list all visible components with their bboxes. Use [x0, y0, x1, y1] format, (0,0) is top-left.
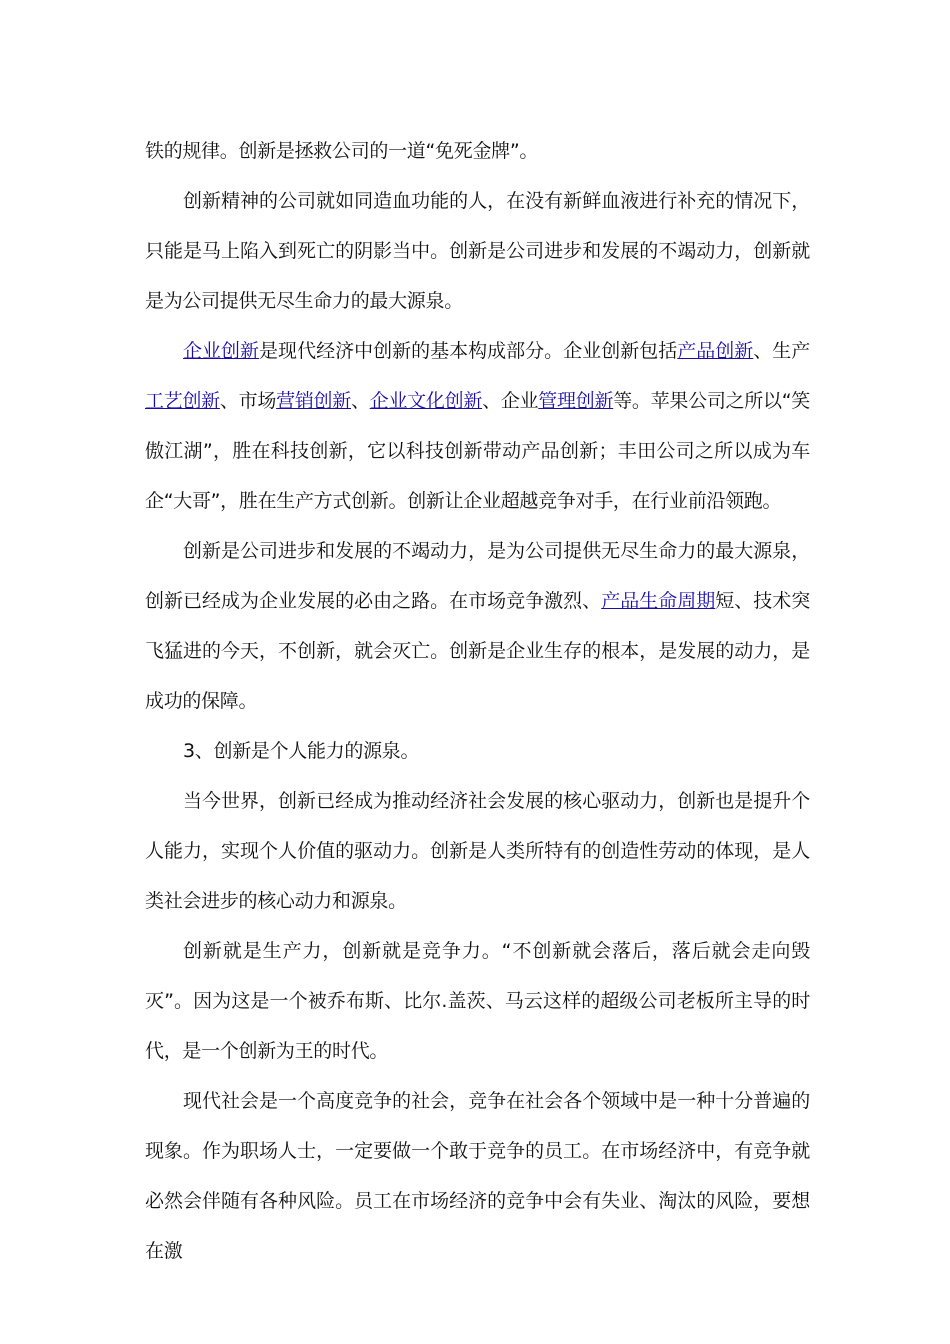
paragraph-7: 创新就是生产力，创新就是竞争力。“不创新就会落后，落后就会走向毁灭”。因为这是一个被乔布斯、比尔.盖茨、马云这样的超级公司老板所主导的时代，是一个创新为王的时代。 [145, 940, 810, 1062]
paragraph-4-text-2: 短、技术突飞猛进的今天，不创新，就会灭亡。创新是企业生存的根本，是发展的动力，是成功的保障。 [145, 590, 810, 712]
paragraph-3-text-6: 等。苹果公司之所以“笑傲江湖”，胜在科技创新，它以科技创新带动产品创新；丰田公司之所以成为车企“大哥”，胜在生产方式创新。创新让企业超越竞争对手，在行业前沿领跑。 [145, 390, 810, 512]
link-product-lifecycle[interactable]: 产品生命周期 [601, 590, 716, 612]
paragraph-4-text-1: 创新是公司进步和发展的不竭动力，是为公司提供无尽生命力的最大源泉，创新已经成为企业发展的必由之路。在市场竞争激烈、 [145, 540, 810, 612]
paragraph-8: 现代社会是一个高度竞争的社会，竞争在社会各个领域中是一种十分普遍的现象。作为职场人士，一定要做一个敢于竞争的员工。在市场经济中，有竞争就必然会伴随有各种风险。员工在市场经济的竞争中会有失业、淘汰的风险，要想在激 [145, 1090, 810, 1262]
paragraph-1: 铁的规律。创新是拯救公司的一道“免死金牌”。 [145, 140, 539, 162]
link-culture-innovation[interactable]: 企业文化创新 [369, 390, 483, 412]
paragraph-3-text-1: 是现代经济中创新的基本构成部分。企业创新包括 [259, 340, 678, 362]
paragraph-4 [145, 526, 810, 726]
paragraph-2: 创新精神的公司就如同造血功能的人，在没有新鲜血液进行补充的情况下，只能是马上陷入到死亡的阴影当中。创新是公司进步和发展的不竭动力，创新就是为公司提供无尽生命力的最大源泉。 [145, 190, 810, 312]
paragraph-3-text-4: 、 [351, 390, 370, 412]
document-body [145, 126, 810, 1276]
paragraph-3-text-2: 、生产 [753, 340, 810, 362]
link-product-innovation[interactable]: 产品创新 [677, 340, 754, 362]
link-management-innovation[interactable]: 管理创新 [538, 390, 614, 412]
section-heading-3: 3、创新是个人能力的源泉。 [183, 740, 420, 762]
link-enterprise-innovation[interactable]: 企业创新 [183, 340, 260, 362]
paragraph-3-text-5: 、企业 [482, 390, 539, 412]
link-marketing-innovation[interactable]: 营销创新 [276, 390, 351, 412]
link-process-innovation[interactable]: 工艺创新 [145, 390, 220, 412]
paragraph-3-text-3: 、市场 [219, 390, 277, 412]
paragraph-6: 当今世界，创新已经成为推动经济社会发展的核心驱动力，创新也是提升个人能力，实现个人价值的驱动力。创新是人类所特有的创造性劳动的体现，是人类社会进步的核心动力和源泉。 [145, 790, 810, 912]
paragraph-3 [145, 326, 810, 526]
